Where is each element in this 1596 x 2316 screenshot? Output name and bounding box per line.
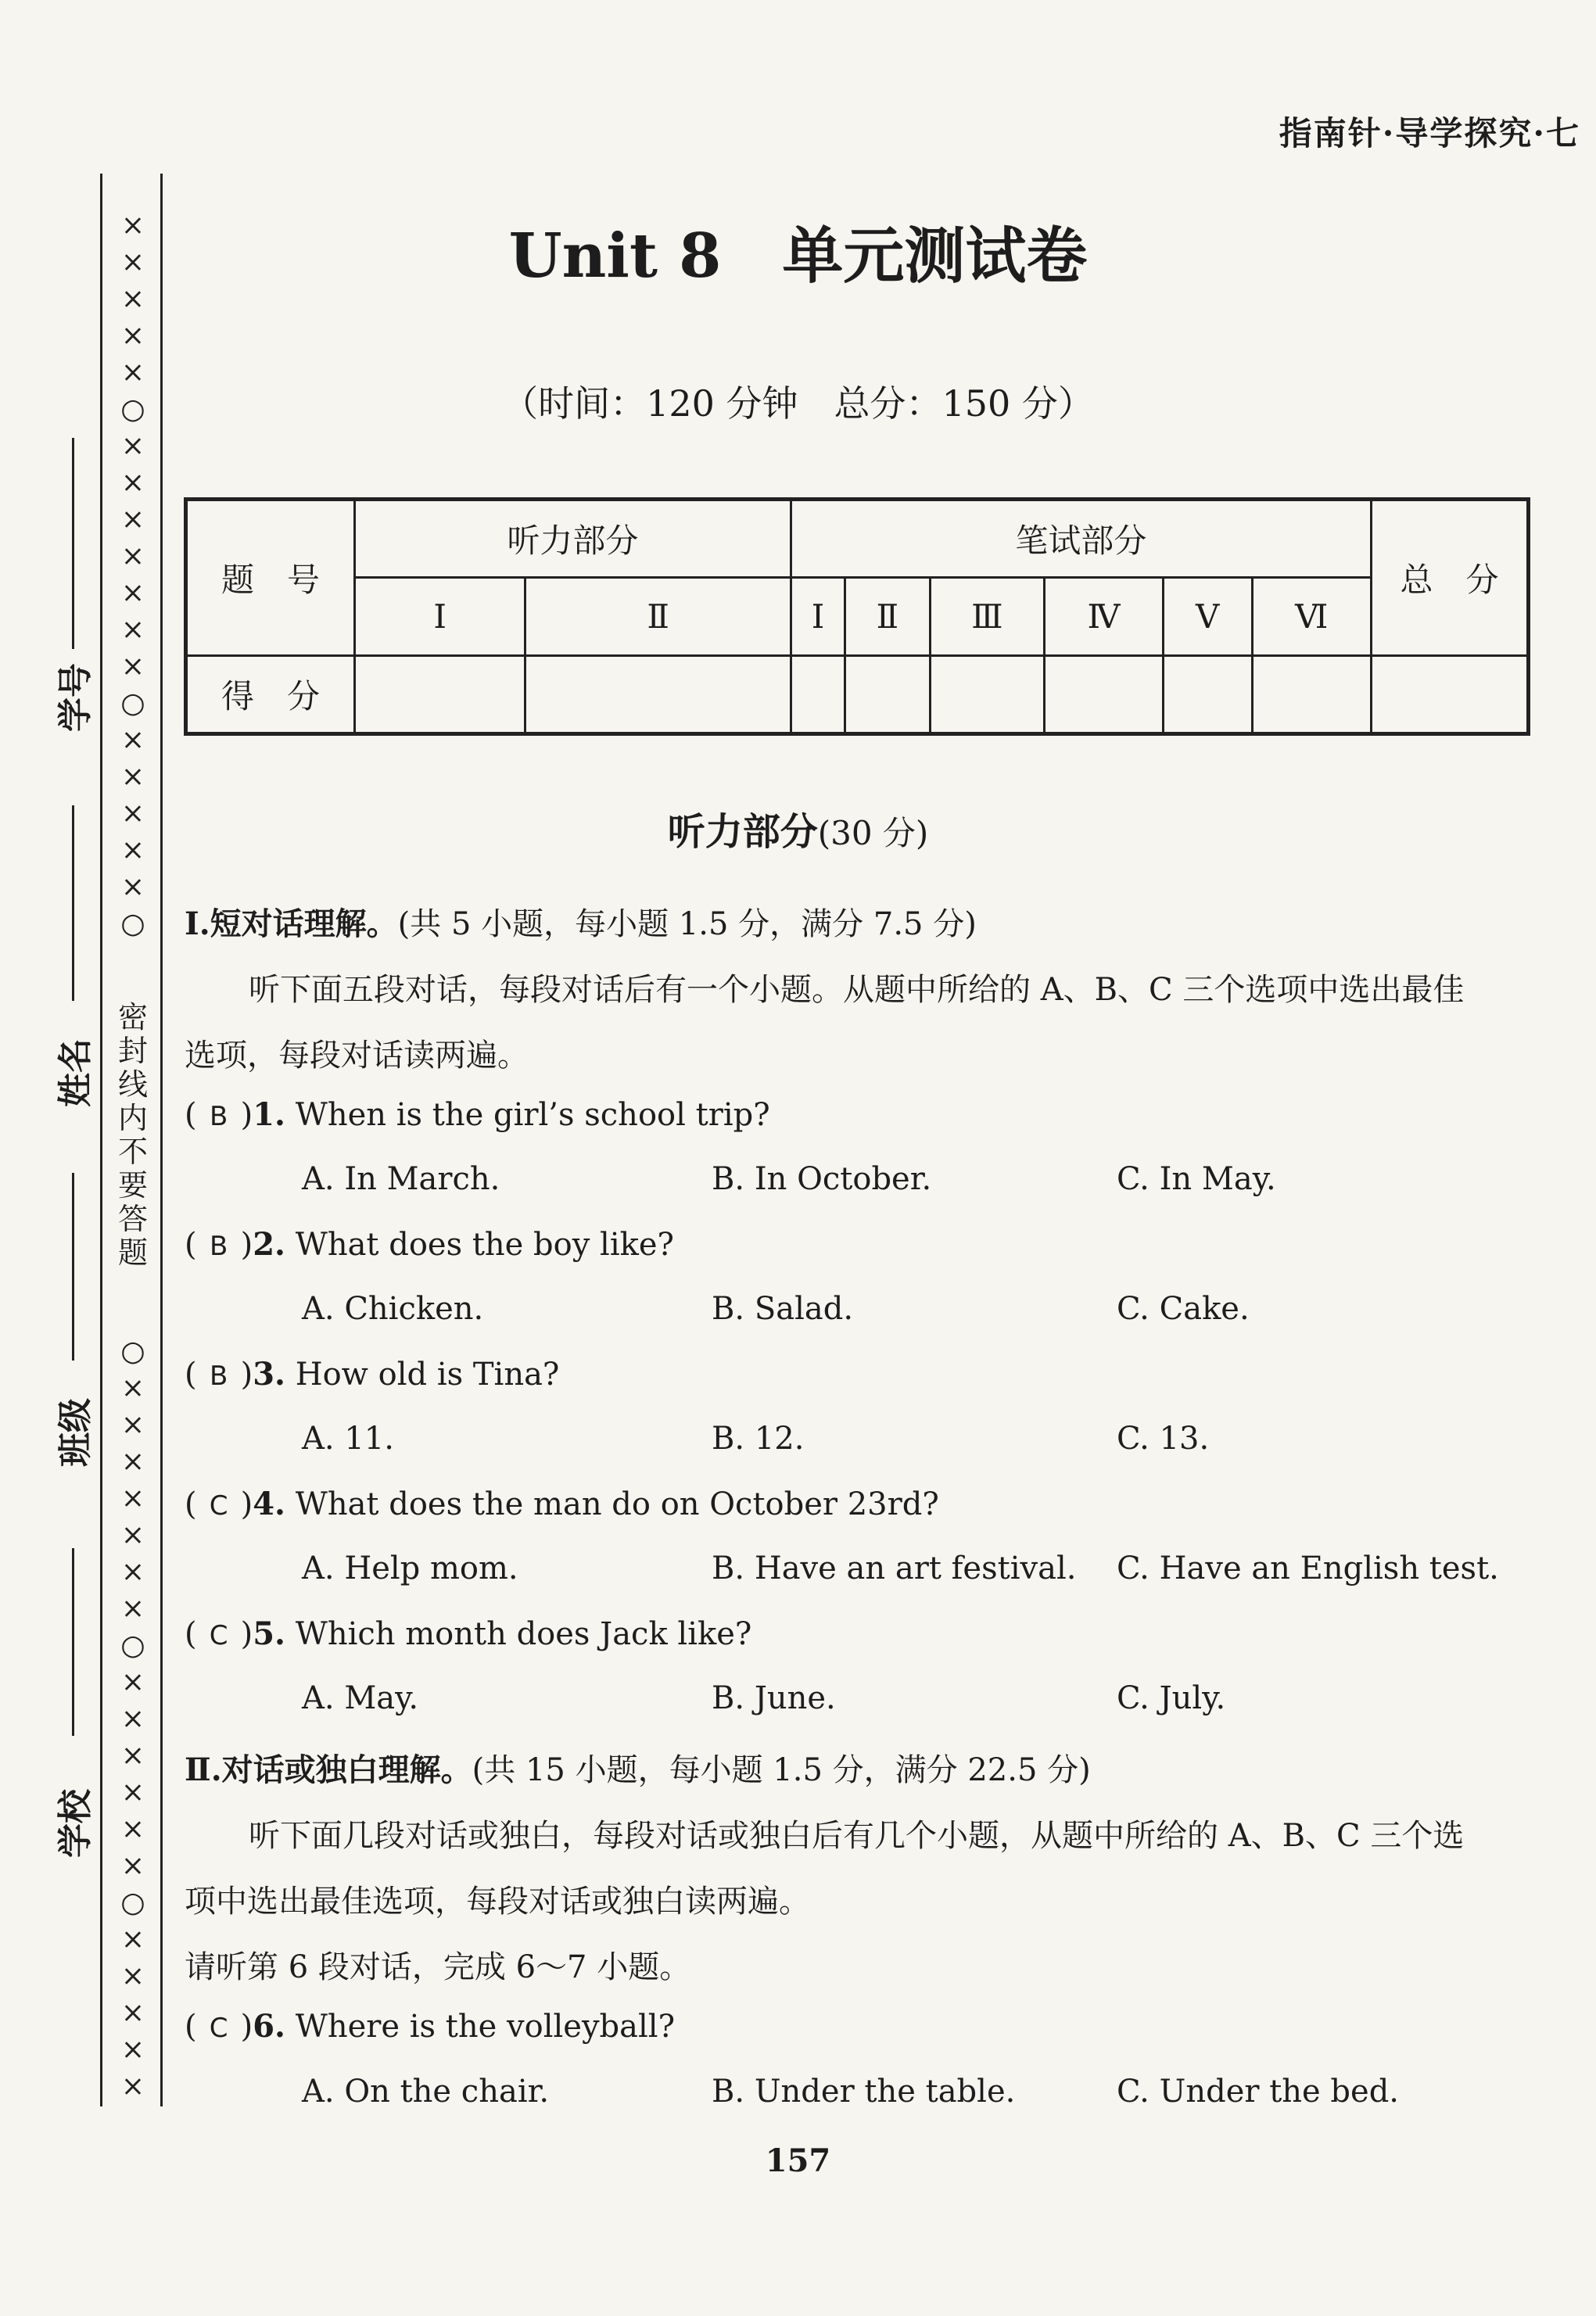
part1-heading-note: (共 5 小题，每小题 1.5 分，满分 7.5 分) xyxy=(397,906,977,942)
student-no-line[interactable] xyxy=(72,438,74,649)
name-label: 姓名 xyxy=(56,1038,95,1107)
question-6: ( C )6. Where is the volleyball? xyxy=(185,2008,676,2045)
part2-heading-note: (共 15 小题，每小题 1.5 分，满分 22.5 分) xyxy=(472,1752,1091,1788)
score-table xyxy=(184,497,1530,736)
class-label: 班级 xyxy=(56,1398,95,1467)
score-cell[interactable] xyxy=(845,656,930,734)
option-c[interactable]: C. In May. xyxy=(1117,1161,1276,1197)
part2-heading xyxy=(185,1745,1091,1790)
part1-instruction-line2: 选项，每段对话读两遍。 xyxy=(185,1038,529,1074)
question-number: 2. xyxy=(253,1226,285,1263)
score-cell[interactable] xyxy=(930,656,1045,734)
question-text: What does the boy like? xyxy=(295,1227,674,1263)
option-b[interactable]: B. 12. xyxy=(712,1421,805,1457)
answer-mark[interactable]: C xyxy=(209,1490,228,1522)
class-line[interactable] xyxy=(72,1173,74,1361)
school-line[interactable] xyxy=(72,1548,74,1736)
question-number: 5. xyxy=(253,1615,285,1652)
page-title: Unit 8 单元测试卷 xyxy=(508,220,1088,292)
option-b[interactable]: B. Salad. xyxy=(712,1291,854,1327)
section-title xyxy=(0,801,1596,855)
question-text: Which month does Jack like? xyxy=(295,1616,752,1652)
part2-instruction-line2: 项中选出最佳选项，每段对话或独白读两遍。 xyxy=(185,1884,810,1920)
score-cell[interactable] xyxy=(1372,656,1529,734)
section-title-text: 听力部分 xyxy=(667,810,818,854)
question-4: ( C )4. What does the man do on October 23rd? xyxy=(185,1486,939,1522)
option-a[interactable]: A. May. xyxy=(302,1680,419,1716)
tihao-header: 题 号 xyxy=(186,500,355,656)
question-number: 4. xyxy=(253,1486,285,1522)
option-c[interactable]: C. Have an English test. xyxy=(1117,1551,1499,1586)
binding-marks-bottom: ○ × × × × × × × ○ × × × × × × ○ × × × × × xyxy=(120,1335,145,2103)
part1-instruction-line1: 听下面五段对话，每段对话后有一个小题。从题中所给的 A、B、C 三个选项中选出最佳 xyxy=(249,972,1465,1008)
option-b[interactable]: B. In October. xyxy=(712,1161,932,1197)
option-b[interactable]: B. Under the table. xyxy=(712,2074,1016,2110)
option-b[interactable]: B. June. xyxy=(712,1680,836,1716)
option-b[interactable]: B. Have an art festival. xyxy=(712,1551,1077,1586)
option-a[interactable]: A. In March. xyxy=(302,1161,500,1197)
writing-col-1: Ⅰ xyxy=(791,578,845,656)
binding-marks-top: × × × × × ○ × × × × × × × ○ × × × × × ○ xyxy=(120,210,145,940)
question-3: ( B )3. How old is Tina? xyxy=(185,1356,560,1393)
score-cell[interactable] xyxy=(791,656,845,734)
score-cell[interactable] xyxy=(355,656,525,734)
score-cell[interactable] xyxy=(525,656,791,734)
answer-mark[interactable]: C xyxy=(209,2013,228,2044)
writing-header: 笔试部分 xyxy=(791,500,1371,578)
score-cell[interactable] xyxy=(1045,656,1163,734)
listening-col-2: Ⅱ xyxy=(525,578,791,656)
listening-header: 听力部分 xyxy=(355,500,791,578)
part2-heading-text: Ⅱ.对话或独白理解。 xyxy=(185,1751,472,1788)
listening-col-1: Ⅰ xyxy=(355,578,525,656)
answer-mark[interactable]: B xyxy=(209,1101,228,1132)
writing-col-5: Ⅴ xyxy=(1163,578,1252,656)
question-text: Where is the volleyball? xyxy=(295,2009,676,2045)
option-a[interactable]: A. 11. xyxy=(302,1421,394,1457)
question-number: 3. xyxy=(253,1356,285,1393)
writing-col-3: Ⅲ xyxy=(930,578,1045,656)
question-text: When is the girl’s school trip? xyxy=(295,1097,770,1133)
question-1: ( B )1. When is the girl’s school trip? xyxy=(185,1096,770,1133)
writing-col-2: Ⅱ xyxy=(845,578,930,656)
option-c[interactable]: C. July. xyxy=(1117,1680,1226,1716)
student-no-label: 学号 xyxy=(56,663,95,732)
writing-col-6: Ⅵ xyxy=(1252,578,1371,656)
question-5: ( C )5. Which month does Jack like? xyxy=(185,1615,752,1652)
part1-heading xyxy=(185,899,977,944)
question-text: What does the man do on October 23rd? xyxy=(295,1486,939,1522)
total-header: 总 分 xyxy=(1372,500,1529,656)
series-header: 指南针·导学探究·七 xyxy=(1279,114,1580,152)
writing-col-4: Ⅳ xyxy=(1045,578,1163,656)
option-a[interactable]: A. Chicken. xyxy=(302,1291,484,1327)
binding-line-right xyxy=(160,174,163,2106)
option-a[interactable]: A. Help mom. xyxy=(302,1551,518,1586)
option-a[interactable]: A. On the chair. xyxy=(302,2074,550,2110)
part2-instruction-line1: 听下面几段对话或独白，每段对话或独白后有几个小题，从题中所给的 A、B、C 三个选 xyxy=(249,1818,1465,1854)
score-cell[interactable] xyxy=(1163,656,1252,734)
question-number: 1. xyxy=(253,1096,285,1133)
answer-mark[interactable]: B xyxy=(209,1361,228,1392)
question-2: ( B )2. What does the boy like? xyxy=(185,1226,674,1263)
option-c[interactable]: C. Cake. xyxy=(1117,1291,1250,1327)
option-c[interactable]: C. Under the bed. xyxy=(1117,2074,1400,2110)
part2-sub-instruction: 请听第 6 段对话，完成 6～7 小题。 xyxy=(185,1949,691,1985)
school-label: 学校 xyxy=(56,1789,95,1858)
seal-line-notice: 密 封 线 内 不 要 答 题 xyxy=(117,1000,148,1270)
page-number: 157 xyxy=(765,2142,831,2179)
question-number: 6. xyxy=(253,2008,285,2045)
part1-heading-text: Ⅰ.短对话理解。 xyxy=(185,905,398,942)
question-text: How old is Tina? xyxy=(295,1357,560,1393)
answer-mark[interactable]: C xyxy=(209,1620,228,1651)
option-c[interactable]: C. 13. xyxy=(1117,1421,1210,1457)
defen-label: 得 分 xyxy=(186,656,355,734)
score-cell[interactable] xyxy=(1252,656,1371,734)
answer-mark[interactable]: B xyxy=(209,1231,228,1262)
exam-time-and-score: （时间：120 分钟 总分：150 分） xyxy=(502,382,1094,425)
binding-line-left xyxy=(100,174,102,2106)
section-points: (30 分) xyxy=(817,814,929,852)
